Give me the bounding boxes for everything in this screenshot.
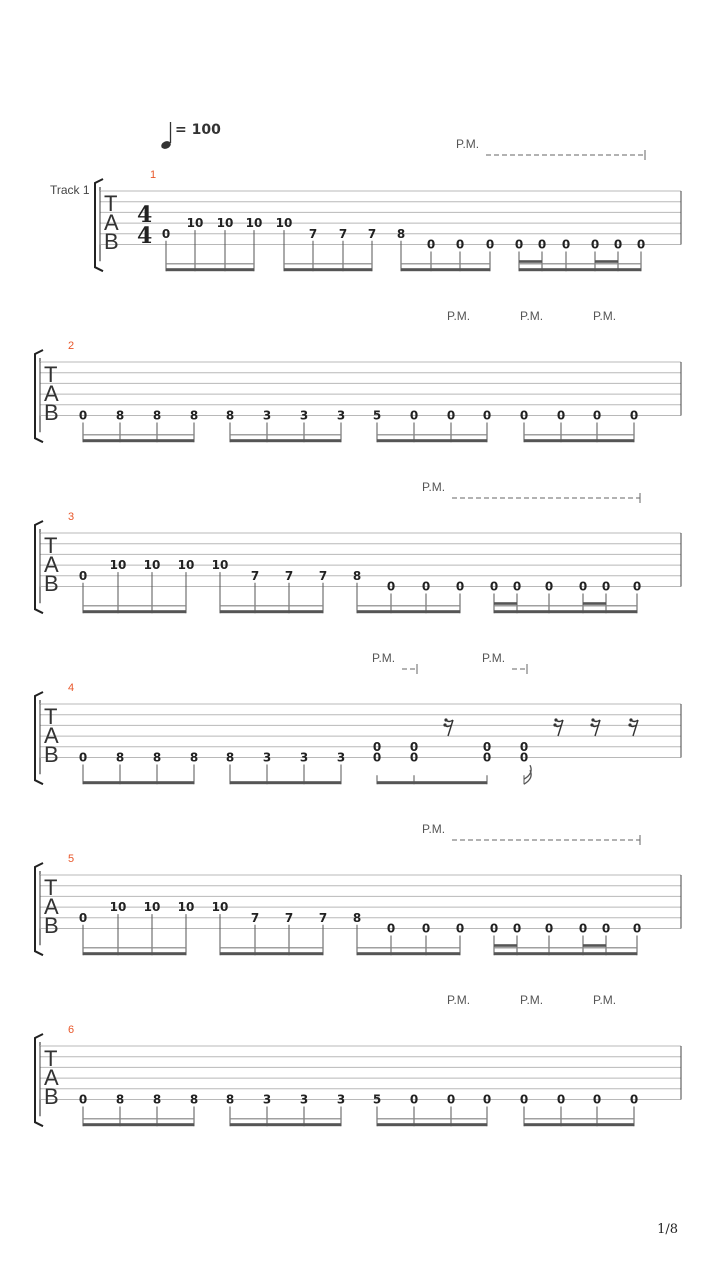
fret-number: 10 [211,558,229,573]
time-signature-top: 4 [137,202,153,228]
tab-clef-letter: B [44,1084,59,1109]
fret-number: 10 [109,900,127,915]
rest-dot [444,718,447,721]
tab-clef-letter: A [44,894,59,919]
fret-number: 0 [78,910,88,925]
tab-clef-letter: T [44,1046,58,1071]
beam-secondary [83,947,186,948]
measure-number: 3 [68,511,75,523]
measure-number: 2 [68,340,75,352]
fret-number: 0 [556,408,566,423]
fret-number: 3 [299,1092,309,1107]
fret-number: 8 [115,1092,125,1107]
tab-clef-letter: B [44,913,59,938]
fret-number: 0 [485,237,495,252]
note-flag [524,765,531,784]
fret-number: 7 [284,568,294,583]
sixteenth-rest-icon [555,720,564,736]
sixteenth-beam [494,944,517,947]
palm-mute-label: P.M. [447,993,471,1007]
fret-number: 8 [189,408,199,423]
fret-number: 10 [245,216,263,231]
sixteenth-beam [583,602,606,605]
palm-mute-label: P.M. [593,993,617,1007]
fret-number: 0 [446,408,456,423]
beam-secondary [83,605,186,606]
fret-number: 0 [78,408,88,423]
sixteenth-beam [494,602,517,605]
fret-number: 10 [211,900,229,915]
beam [377,439,487,442]
sixteenth-rest-icon [592,720,601,736]
fret-number: 0 [409,739,419,754]
beam [83,439,194,442]
fret-number: 0 [613,237,623,252]
sixteenth-rest-icon [630,720,639,736]
fret-number: 0 [372,750,382,765]
fret-number: 8 [152,750,162,765]
fret-number: 8 [225,750,235,765]
palm-mute-label: P.M. [520,309,544,323]
tab-clef-letter: T [44,704,58,729]
beam [377,1123,487,1126]
tab-system [35,480,681,613]
fret-number: 0 [578,579,588,594]
beam [284,268,372,271]
fret-number: 0 [489,579,499,594]
fret-number: 10 [177,900,195,915]
page-number: 1/8 [657,1222,678,1237]
beam [83,1123,194,1126]
palm-mute-label: P.M. [372,651,396,665]
fret-number: 8 [152,1092,162,1107]
fret-number: 8 [189,1092,199,1107]
fret-number: 0 [409,1092,419,1107]
fret-number: 0 [386,579,396,594]
tab-clef-letter: A [44,723,59,748]
beam-secondary [357,947,460,948]
fret-number: 3 [262,1092,272,1107]
fret-number: 0 [632,921,642,936]
fret-number: 3 [262,408,272,423]
fret-number: 10 [216,216,234,231]
fret-number: 0 [537,237,547,252]
fret-number: 3 [336,1092,346,1107]
fret-number: 8 [225,1092,235,1107]
fret-number: 0 [512,579,522,594]
tab-clef-letter: B [104,229,119,254]
system-bracket [35,863,43,955]
rest-dot [591,718,594,721]
tab-clef-letter: T [44,362,58,387]
fret-number: 0 [561,237,571,252]
fret-number: 0 [512,921,522,936]
fret-number: 0 [519,750,529,765]
fret-number: 0 [592,408,602,423]
palm-mute-label: P.M. [422,822,446,836]
beam [519,268,641,271]
fret-number: 0 [629,1092,639,1107]
track-label: Track 1 [50,183,90,197]
tab-clef-letter: A [104,210,119,235]
measure-number: 4 [68,682,75,694]
fret-number: 0 [629,408,639,423]
beam [401,268,490,271]
fret-number: 7 [318,568,328,583]
fret-number: 5 [372,408,382,423]
tab-system [35,993,681,1126]
tab-system [35,309,681,442]
fret-number: 8 [352,910,362,925]
palm-mute-label: P.M. [456,137,480,151]
fret-number: 0 [592,1092,602,1107]
fret-number: 0 [519,1092,529,1107]
measure-number: 5 [68,853,75,865]
fret-number: 10 [275,216,293,231]
sixteenth-beam [583,944,606,947]
fret-number: 8 [225,408,235,423]
fret-number: 0 [78,568,88,583]
fret-number: 7 [250,910,260,925]
beam [357,610,460,613]
fret-number: 0 [482,408,492,423]
fret-number: 0 [482,739,492,754]
palm-mute-label: P.M. [447,309,471,323]
fret-number: 0 [455,579,465,594]
beam-secondary [524,434,634,435]
fret-number: 0 [556,1092,566,1107]
fret-number: 0 [161,226,171,241]
fret-number: 10 [186,216,204,231]
fret-number: 0 [590,237,600,252]
beam-secondary [83,1118,194,1119]
fret-number: 0 [519,739,529,754]
fret-number: 7 [308,226,318,241]
tempo-marking [160,122,221,150]
beam-secondary [83,434,194,435]
fret-number: 0 [544,579,554,594]
beam-secondary [401,263,490,264]
beam [220,610,323,613]
beam [377,781,487,784]
palm-mute-label: P.M. [593,309,617,323]
fret-number: 0 [636,237,646,252]
palm-mute-label: P.M. [422,480,446,494]
beam [524,439,634,442]
system-bracket [35,692,43,784]
tab-clef-letter: A [44,552,59,577]
beam [83,781,194,784]
fret-number: 0 [78,750,88,765]
beam-secondary [357,605,460,606]
fret-number: 0 [519,408,529,423]
rest-dot [443,723,446,726]
beam-secondary [166,263,254,264]
rest-dot [590,723,593,726]
fret-number: 0 [446,1092,456,1107]
fret-number: 0 [409,408,419,423]
fret-number: 10 [143,900,161,915]
beam-secondary [220,947,323,948]
tab-clef-letter: B [44,400,59,425]
fret-number: 0 [455,237,465,252]
fret-number: 3 [262,750,272,765]
fret-number: 0 [514,237,524,252]
fret-number: 8 [352,568,362,583]
fret-number: 7 [318,910,328,925]
beam [83,952,186,955]
tab-clef-letter: A [44,381,59,406]
fret-number: 0 [632,579,642,594]
palm-mute-label: P.M. [520,993,544,1007]
fret-number: 0 [78,1092,88,1107]
beam-secondary [230,1118,341,1119]
fret-number: 8 [396,226,406,241]
beam-secondary [494,947,637,948]
fret-number: 7 [284,910,294,925]
tab-clef-letter: B [44,571,59,596]
system-bracket [95,179,103,271]
rest-dot [629,718,632,721]
tab-clef-letter: A [44,1065,59,1090]
beam [494,610,637,613]
fret-number: 0 [426,237,436,252]
fret-number: 3 [299,408,309,423]
fret-number: 0 [489,921,499,936]
beam-secondary [284,263,372,264]
fret-number: 10 [143,558,161,573]
beam [220,952,323,955]
fret-number: 0 [544,921,554,936]
tab-clef-letter: T [104,191,118,216]
fret-number: 0 [421,579,431,594]
fret-number: 0 [386,921,396,936]
system-bracket [35,521,43,613]
fret-number: 8 [115,408,125,423]
beam [524,1123,634,1126]
fret-number: 0 [372,739,382,754]
fret-number: 3 [336,750,346,765]
sixteenth-beam [595,260,618,263]
fret-number: 0 [482,1092,492,1107]
rest-dot [628,723,631,726]
tab-clef-letter: T [44,533,58,558]
beam-secondary [524,1118,634,1119]
sixteenth-beam [519,260,542,263]
tempo-value: = 100 [175,122,221,138]
fret-number: 8 [152,408,162,423]
beam [230,439,341,442]
measure-number: 1 [150,169,157,181]
fret-number: 0 [421,921,431,936]
tab-system [35,651,681,784]
system-bracket [35,1034,43,1126]
palm-mute-label: P.M. [482,651,506,665]
beam-secondary [377,434,487,435]
beam-secondary [494,605,637,606]
beam [357,952,460,955]
rest-dot [554,718,557,721]
beam [230,781,341,784]
sixteenth-rest-icon [445,720,454,736]
tab-system [95,137,681,271]
beam-secondary [220,605,323,606]
beam-secondary [230,434,341,435]
fret-number: 7 [338,226,348,241]
fret-number: 7 [250,568,260,583]
beam [166,268,254,271]
fret-number: 0 [409,750,419,765]
system-bracket [35,350,43,442]
fret-number: 8 [115,750,125,765]
beam-secondary [519,263,641,264]
tab-clef-letter: T [44,875,58,900]
fret-number: 0 [578,921,588,936]
beam [230,1123,341,1126]
fret-number: 5 [372,1092,382,1107]
fret-number: 10 [177,558,195,573]
fret-number: 10 [109,558,127,573]
fret-number: 3 [299,750,309,765]
measure-number: 6 [68,1024,75,1036]
fret-number: 7 [367,226,377,241]
fret-number: 3 [336,408,346,423]
fret-number: 0 [601,579,611,594]
beam [494,952,637,955]
time-signature-bottom: 4 [137,223,153,249]
fret-number: 0 [455,921,465,936]
beam-secondary [377,1118,487,1119]
tab-clef-letter: B [44,742,59,767]
tab-system [35,822,681,955]
quarter-note-icon [160,122,172,150]
rest-dot [553,723,556,726]
fret-number: 0 [601,921,611,936]
beam [83,610,186,613]
fret-number: 0 [482,750,492,765]
fret-number: 8 [189,750,199,765]
